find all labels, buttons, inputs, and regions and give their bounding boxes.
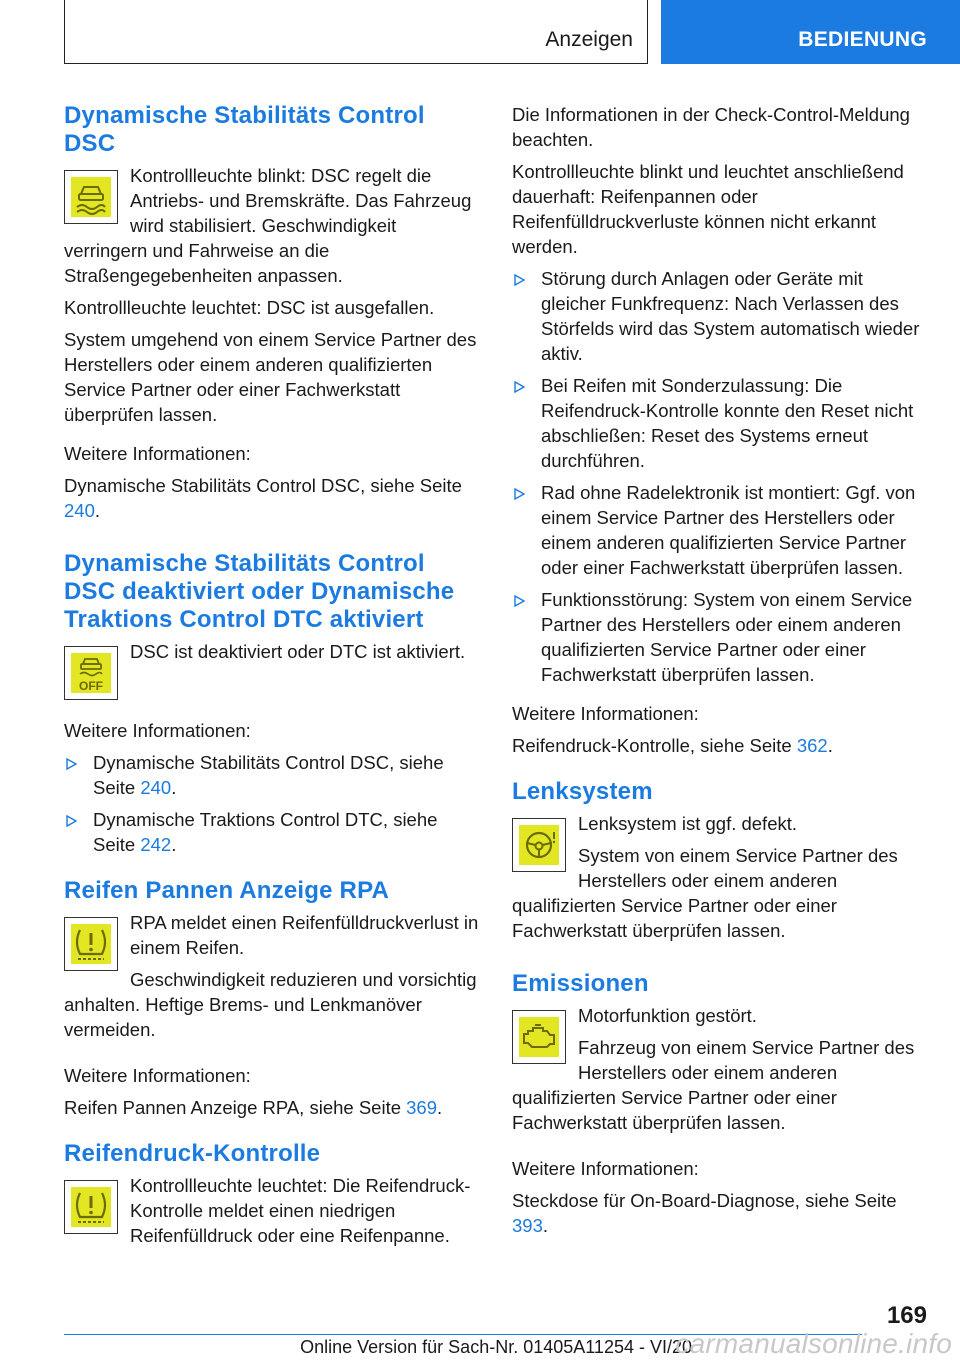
rdc-cause-1: Störung durch Anlagen oder Geräte mit gleicher Funkfrequenz: Nach Verlassen des Störfelds wird das System automatisch wieder aktiv. — [541, 268, 920, 364]
dsc-page-link[interactable]: 240 — [64, 500, 95, 521]
tire-pressure-warning-icon — [64, 1180, 118, 1234]
engine-warning-icon — [512, 1010, 566, 1064]
emissions-heading: Emissionen — [512, 970, 649, 997]
emissions-more-info-label: Weitere Informationen: — [512, 1158, 699, 1179]
emissions-page-link[interactable]: 393 — [512, 1215, 543, 1236]
left-column — [64, 102, 480, 1255]
dsc-off-ref-text-1: Dynamische Stabilitäts Control DSC, siehe Seite — [93, 752, 444, 798]
rpa-reference: Reifen Pannen Anzeige RPA, siehe Seite 369. — [64, 1097, 443, 1118]
dsc-reference: Dynamische Stabilitäts Control DSC, siehe Seite 240. — [64, 475, 462, 521]
dsc-reference-text: Dynamische Stabilitäts Control DSC, siehe Seite — [64, 475, 462, 496]
header-chapter-tab[interactable] — [661, 0, 960, 64]
footer-online-version: Online Version für Sach-Nr. 01405A11254 - VI/20 — [300, 1337, 692, 1357]
rpa-paragraph-loss: RPA meldet einen Reifenfülldruckverlust in einem Reifen. — [130, 912, 479, 958]
right-column — [512, 102, 928, 1245]
header-section-label: Anzeigen — [545, 28, 633, 51]
list-item: Dynamische Traktions Control DTC, siehe Seite 242. — [64, 807, 480, 857]
dsc-paragraph-service: System umgehend von einem Service Partner des Herstellers oder einem anderen qualifizierten Service Partner oder einer Fachwerkstatt überprüfen lassen. — [64, 329, 477, 425]
header-chapter-label: BEDIENUNG — [798, 28, 927, 51]
tire-pressure-warning-icon — [64, 917, 118, 971]
emissions-reference-text: Steckdose für On-Board-Diagnose, siehe Seite — [512, 1190, 897, 1211]
steering-heading: Lenksystem — [512, 778, 653, 805]
list-item — [512, 373, 928, 473]
triangle-right-bullet-icon — [66, 815, 77, 827]
rdc-cause-4: Funktionsstörung: System von einem Service Partner des Herstellers oder einem anderen qualifizierten Service Partner oder einer Fachwerkstatt überprüfen lassen. — [541, 589, 913, 685]
dsc-off-icon-label: OFF — [79, 679, 103, 693]
dsc-off-ref-text-2: Dynamische Traktions Control DTC, siehe Seite — [93, 809, 438, 855]
triangle-right-bullet-icon — [514, 274, 525, 286]
dsc-more-info-label: Weitere Informationen: — [64, 443, 251, 464]
list-item — [512, 587, 928, 687]
dsc-warning-icon — [64, 170, 118, 224]
rpa-heading: Reifen Pannen Anzeige RPA — [64, 877, 390, 904]
dsc-off-page-link-1[interactable]: 240 — [140, 777, 172, 798]
emissions-paragraph-fault: Motorfunktion gestört. — [578, 1005, 757, 1026]
rdc-reference: Reifendruck-Kontrolle, siehe Seite 362. — [512, 735, 833, 756]
rpa-page-link[interactable]: 369 — [406, 1097, 438, 1118]
rdc-cause-3: Rad ohne Radelektronik ist montiert: Ggf. von einem Service Partner des Herstellers oder einem anderen qualifizierten Service Partner oder einer Fachwerkstatt überprüfen lassen. — [541, 482, 916, 578]
triangle-right-bullet-icon — [514, 381, 525, 393]
rdc-paragraph-blinking: Kontrollleuchte blinkt und leuchtet anschließend dauerhaft: Reifenpannen oder Reifenfülldruckverluste können nicht erkannt werden. — [512, 161, 904, 257]
rdc-more-info-label: Weitere Informationen: — [512, 703, 699, 724]
watermark: carmanualsonline.info — [675, 1328, 952, 1359]
dsc-off-paragraph: DSC ist deaktiviert oder DTC ist aktiviert. — [130, 641, 466, 662]
dsc-paragraph-blinking: Kontrollleuchte blinkt: DSC regelt die Antriebs- und Bremskräfte. Das Fahrzeug wird stabilisiert. Geschwindigkeit verringern und Fahrweise an die Straßengegebenheiten anpassen. — [64, 165, 472, 286]
list-item — [512, 480, 928, 580]
rdc-reference-text: Reifendruck-Kontrolle, siehe Seite — [512, 735, 792, 756]
dsc-off-more-info-label: Weitere Informationen: — [64, 720, 251, 741]
dsc-heading: Dynamische Stabilitäts Control DSC — [64, 102, 425, 157]
rdc-cause-2: Bei Reifen mit Sonderzulassung: Die Reifendruck-Kontrolle konnte den Reset nicht abschließen: Reset des Systems erneut durchführen. — [541, 375, 914, 471]
rpa-reference-text: Reifen Pannen Anzeige RPA, siehe Seite — [64, 1097, 401, 1118]
rpa-more-info-label: Weitere Informationen: — [64, 1065, 251, 1086]
header-section-box — [64, 0, 648, 64]
rpa-paragraph-action: Geschwindigkeit reduzieren und vorsichtig anhalten. Heftige Brems- und Lenkmanöver vermeiden. — [64, 969, 477, 1040]
rdc-cause-list — [512, 266, 928, 687]
dsc-paragraph-failed: Kontrollleuchte leuchtet: DSC ist ausgefallen. — [64, 297, 435, 318]
steering-paragraph-service: System von einem Service Partner des Herstellers oder einem anderen qualifizierten Service Partner oder einer Fachwerkstatt überprüfen lassen. — [512, 845, 898, 941]
rdc-paragraph-check-control: Die Informationen in der Check-Control-Meldung beachten. — [512, 104, 910, 150]
list-item: Dynamische Stabilitäts Control DSC, siehe Seite 240. — [64, 750, 480, 800]
dsc-off-icon — [64, 646, 118, 700]
triangle-right-bullet-icon — [514, 488, 525, 500]
rdc-page-link[interactable]: 362 — [796, 735, 828, 756]
rdc-paragraph-lit: Kontrollleuchte leuchtet: Die Reifendruck-Kontrolle meldet einen niedrigen Reifenfülldruck oder eine Reifenpanne. — [130, 1175, 471, 1246]
dsc-off-reference-list — [64, 750, 480, 857]
dsc-off-page-link-2[interactable]: 242 — [140, 834, 172, 855]
triangle-right-bullet-icon — [66, 758, 77, 770]
dsc-off-heading: Dynamische Stabilitäts Control DSC deaktiviert oder Dynamische Traktions Control DTC aktiviert — [64, 550, 455, 633]
page-number: 169 — [886, 1302, 927, 1329]
emissions-paragraph-service: Fahrzeug von einem Service Partner des Herstellers oder einem anderen qualifizierten Service Partner oder einer Fachwerkstatt überprüfen lassen. — [512, 1037, 915, 1133]
triangle-right-bullet-icon — [514, 595, 525, 607]
steering-paragraph-defect: Lenksystem ist ggf. defekt. — [578, 813, 798, 834]
steering-warning-icon — [512, 818, 566, 872]
rdc-heading: Reifendruck-Kontrolle — [64, 1140, 321, 1167]
emissions-reference: Steckdose für On-Board-Diagnose, siehe Seite 393. — [512, 1190, 897, 1236]
list-item — [512, 266, 928, 366]
